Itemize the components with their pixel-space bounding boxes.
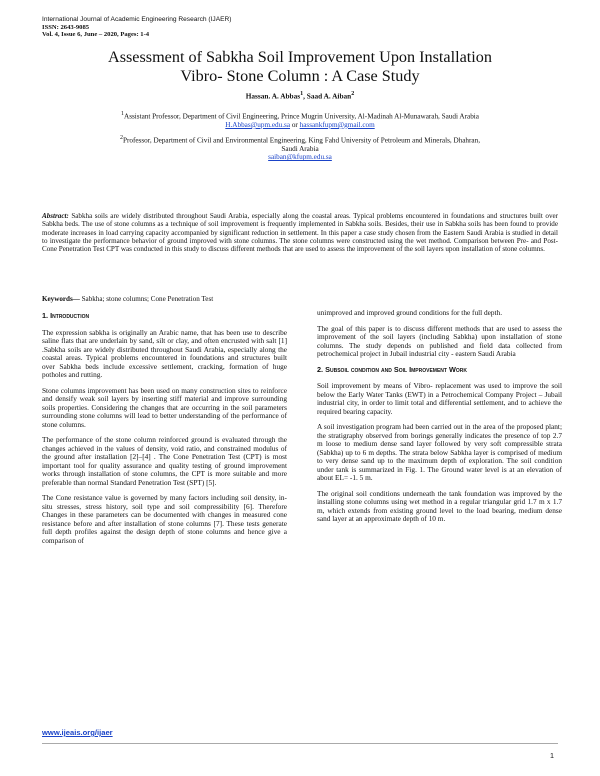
author-list — [40, 91, 560, 100]
section-2-heading — [317, 366, 562, 375]
affiliation-1 — [50, 110, 550, 129]
author-2-sup: 2 — [351, 91, 355, 97]
paragraph: Soil improvement by means of Vibro- replacement was used to improve the soil below the Early Water Tanks (EWT) in a Petrochemical Company Project – Jubail industrial city, in order to limit total and differential settlement, and to achieve the required bearing capacity. — [317, 381, 562, 416]
affiliation-2-line-2: Saudi Arabia — [281, 144, 319, 153]
email-link-2[interactable]: hassankfupm@gmail.com — [299, 120, 375, 129]
section-1-heading — [42, 312, 287, 321]
website-link[interactable]: www.ijeais.org/ijaer — [42, 728, 113, 737]
paragraph: The original soil conditions underneath the tank foundation was improved by the installing stone columns using wet method in a regular triangular grid 1.7 m x 1.7 m, which extends from existing ground level to the load bearing, medium dense sand layer at an approximate depth of 10 m. — [317, 488, 562, 523]
journal-header — [42, 16, 232, 39]
title-line-1: Assessment of Sabkha Soil Improvement Upon Installation — [108, 48, 492, 66]
journal-issn: ISSN: 2643-9085 — [42, 23, 90, 31]
keywords-label: Keywords— — [42, 295, 80, 303]
title-line-2: Vibro- Stone Column : A Case Study — [180, 67, 420, 85]
paragraph: A soil investigation program had been carried out in the area of the proposed plant; the stratigraphy observed from borings generally indicates the presence of top 2.7 m loose to medium dense sand layer followed by very soft compressible strata (Sabkha) up to 6 m depths. The strata below Sabkha layer is comprised of medium to very dense sand up to the maximum depth of exploration. The soil condition under tank is summarized in Fig. 1. The Ground water level is at an elevation of about EL= -1. 5 m. — [317, 422, 562, 482]
email-link-3[interactable]: saiban@kfupm.edu.sa — [268, 153, 332, 162]
paper-title — [40, 48, 560, 86]
keywords — [42, 295, 558, 303]
abstract-label: Abstract: — [42, 212, 69, 220]
abstract-text: Sabkha soils are widely distributed throughout Saudi Arabia, especially along the coastal areas. Typical problems encountered in foundations and structures built over Sabkha beds. The use of stone columns as a technique of soil improvement is frequently implemented in Sabkha soils. Besides, their use in Sabkha soils has been found to provide moderate increases in load carrying capacity accompanied by significant reduction in settlement. In this paper a case study chosen from the Eastern Saudi Arabia is studied in detail to investigate the performance behavior of ground improved with stone columns. The stone columns were constructed using the wet method. Comparison between Pre- and Post- Cone Penetration Test CPT was conducted in this study to discuss different methods that are used to assess the improvement of the soil layers upon installation of stone columns. — [42, 212, 558, 254]
journal-volume: Vol. 4, Issue 6, June – 2020, Pages: 1-4 — [42, 31, 150, 39]
affiliation-2-line-1: Professor, Department of Civil and Environmental Engineering, King Fahd University of Petroleum and Minerals, Dhahran, — [122, 136, 480, 145]
keywords-text: Sabkha; stone columns; Cone Penetration Test — [79, 295, 214, 303]
email-or: or — [290, 120, 300, 129]
right-column — [317, 309, 562, 531]
affiliation-1-sup: 1 — [121, 111, 125, 117]
section-2-number: 2. — [317, 364, 326, 374]
author-1: Hassan. A. Abbas — [245, 91, 301, 101]
section-1-number: 1. — [42, 311, 51, 320]
paragraph: The performance of the stone column reinforced ground is evaluated through the changes achieved in the values of density, void ratio, and constrained modulus of the ground after installation [2]–[4] . The Cone Penetration Test (CPT) is most important tool for quality assurance and quality testing of ground improvement works through installation of stone columns, the CPT is more suitable and more preferable than normal Standard Penetration Test (SPT) [5]. — [42, 435, 287, 487]
footer-divider — [42, 743, 558, 744]
author-separator: , — [303, 91, 307, 101]
section-1-title: Introduction — [50, 311, 90, 320]
left-column — [42, 312, 287, 552]
journal-name: International Journal of Academic Engineering Research (IJAER) — [42, 16, 232, 23]
affiliation-2-sup: 2 — [119, 135, 123, 141]
paragraph: unimproved and improved ground conditions for the full depth. — [317, 308, 503, 317]
paragraph: Stone columns improvement has been used on many construction sites to reinforce and densify weak soil layers by inserting stiff material and improve surrounding soils properties. Considering the changes that are occurring in the soil parameters surrounding stone columns will lead to better understanding of the performance of stone columns. — [42, 385, 287, 429]
email-link-1[interactable]: H.Abbas@upm.edu.sa — [225, 120, 291, 129]
author-1-sup: 1 — [300, 91, 304, 97]
affiliation-2 — [50, 134, 550, 162]
paragraph: The Cone resistance value is governed by many factors including soil density, in-situ stresses, stress history, soil type and soil compressibility [6]. Therefore Changes in these parameters can be documented with changes in measured cone resistance before and after installation of stone columns [7]. These tests generate full depth profiles against the design depth of stone columns and hence give a comparison of — [42, 493, 287, 545]
affiliation-1-text: Assistant Professor, Department of Civil Engineering, Prince Mugrin University, Al-Madinah Al-Munawarah, Saudi Arabia — [124, 112, 479, 121]
paragraph: The goal of this paper is to discuss different methods that are used to assess the improvement of the soil layers (including Sabkha) upon installation of stone columns. The study depends on published and field data collected from petrochemical project in Jubail industrial city - eastern Saudi Arabia — [317, 323, 562, 358]
page-number: 1 — [550, 751, 554, 760]
abstract — [42, 212, 558, 253]
paragraph: The expression sabkha is originally an Arabic name, that has been use to describe saline flats that are underlain by sand, silt or clay, and often encrusted with salt [1] .Sabkha soils are widely distributed throughout Saudi Arabia, especially along the coastal areas. Typical problems encountered in foundations and structures built over Sabkha beds include excessive settlement, cracking, formation of huge potholes and rutting. — [42, 327, 287, 379]
section-2-title: Subsoil condition and Soil Improvement Work — [325, 364, 467, 374]
author-2: Saad A. Aiban — [306, 91, 352, 101]
